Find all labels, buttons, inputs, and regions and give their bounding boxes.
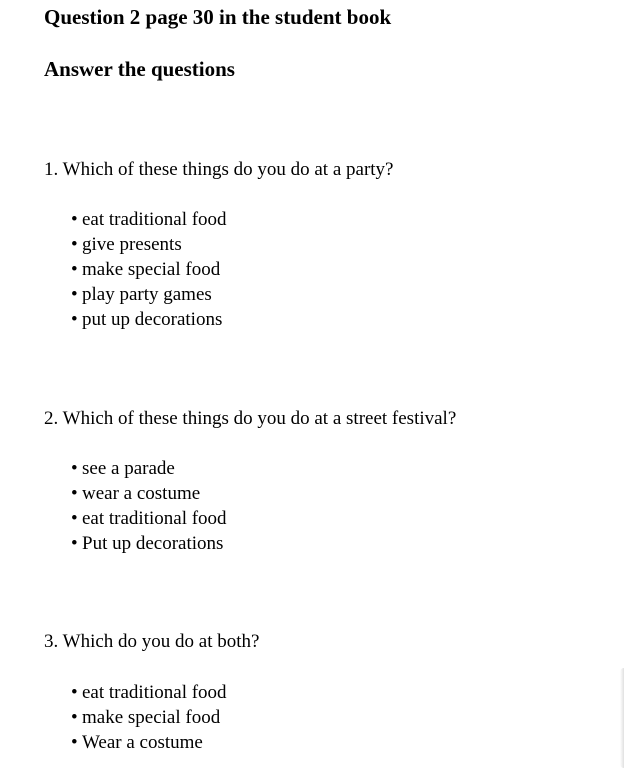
list-item (71, 481, 227, 506)
option-text: eat traditional food (82, 209, 227, 230)
list-item (71, 506, 227, 531)
bullet-icon: • (71, 458, 78, 479)
option-text: play party games (82, 284, 212, 305)
question-3-options (71, 680, 227, 755)
list-item (71, 307, 227, 332)
bullet-icon: • (71, 284, 78, 305)
option-text: eat traditional food (82, 508, 227, 529)
list-item (71, 282, 227, 307)
option-text: Put up decorations (82, 533, 224, 554)
bullet-icon: • (71, 533, 78, 554)
bullet-icon: • (71, 508, 78, 529)
option-text: make special food (82, 259, 221, 280)
option-text: make special food (82, 707, 221, 728)
question-3-prompt: 3. Which do you do at both? (44, 631, 260, 652)
bullet-icon: • (71, 707, 78, 728)
option-text: eat traditional food (82, 682, 227, 703)
question-1-prompt: 1. Which of these things do you do at a party? (44, 159, 394, 180)
option-text: Wear a costume (82, 732, 203, 753)
question-2-prompt: 2. Which of these things do you do at a street festival? (44, 408, 457, 429)
bullet-icon: • (71, 234, 78, 255)
question-1-options (71, 207, 227, 332)
list-item (71, 531, 227, 556)
bullet-icon: • (71, 682, 78, 703)
list-item (71, 680, 227, 705)
option-text: put up decorations (82, 309, 223, 330)
option-text: see a parade (82, 458, 175, 479)
list-item (71, 705, 227, 730)
option-text: give presents (82, 234, 182, 255)
list-item (71, 207, 227, 232)
instructions-heading: Answer the questions (44, 57, 235, 81)
question-2-options (71, 456, 227, 556)
page-edge-shadow (620, 668, 624, 768)
bullet-icon: • (71, 732, 78, 753)
bullet-icon: • (71, 209, 78, 230)
option-text: wear a costume (82, 483, 201, 504)
list-item (71, 456, 227, 481)
list-item (71, 730, 227, 755)
bullet-icon: • (71, 483, 78, 504)
page-title: Question 2 page 30 in the student book (44, 5, 392, 29)
bullet-icon: • (71, 309, 78, 330)
list-item (71, 257, 227, 282)
list-item (71, 232, 227, 257)
bullet-icon: • (71, 259, 78, 280)
